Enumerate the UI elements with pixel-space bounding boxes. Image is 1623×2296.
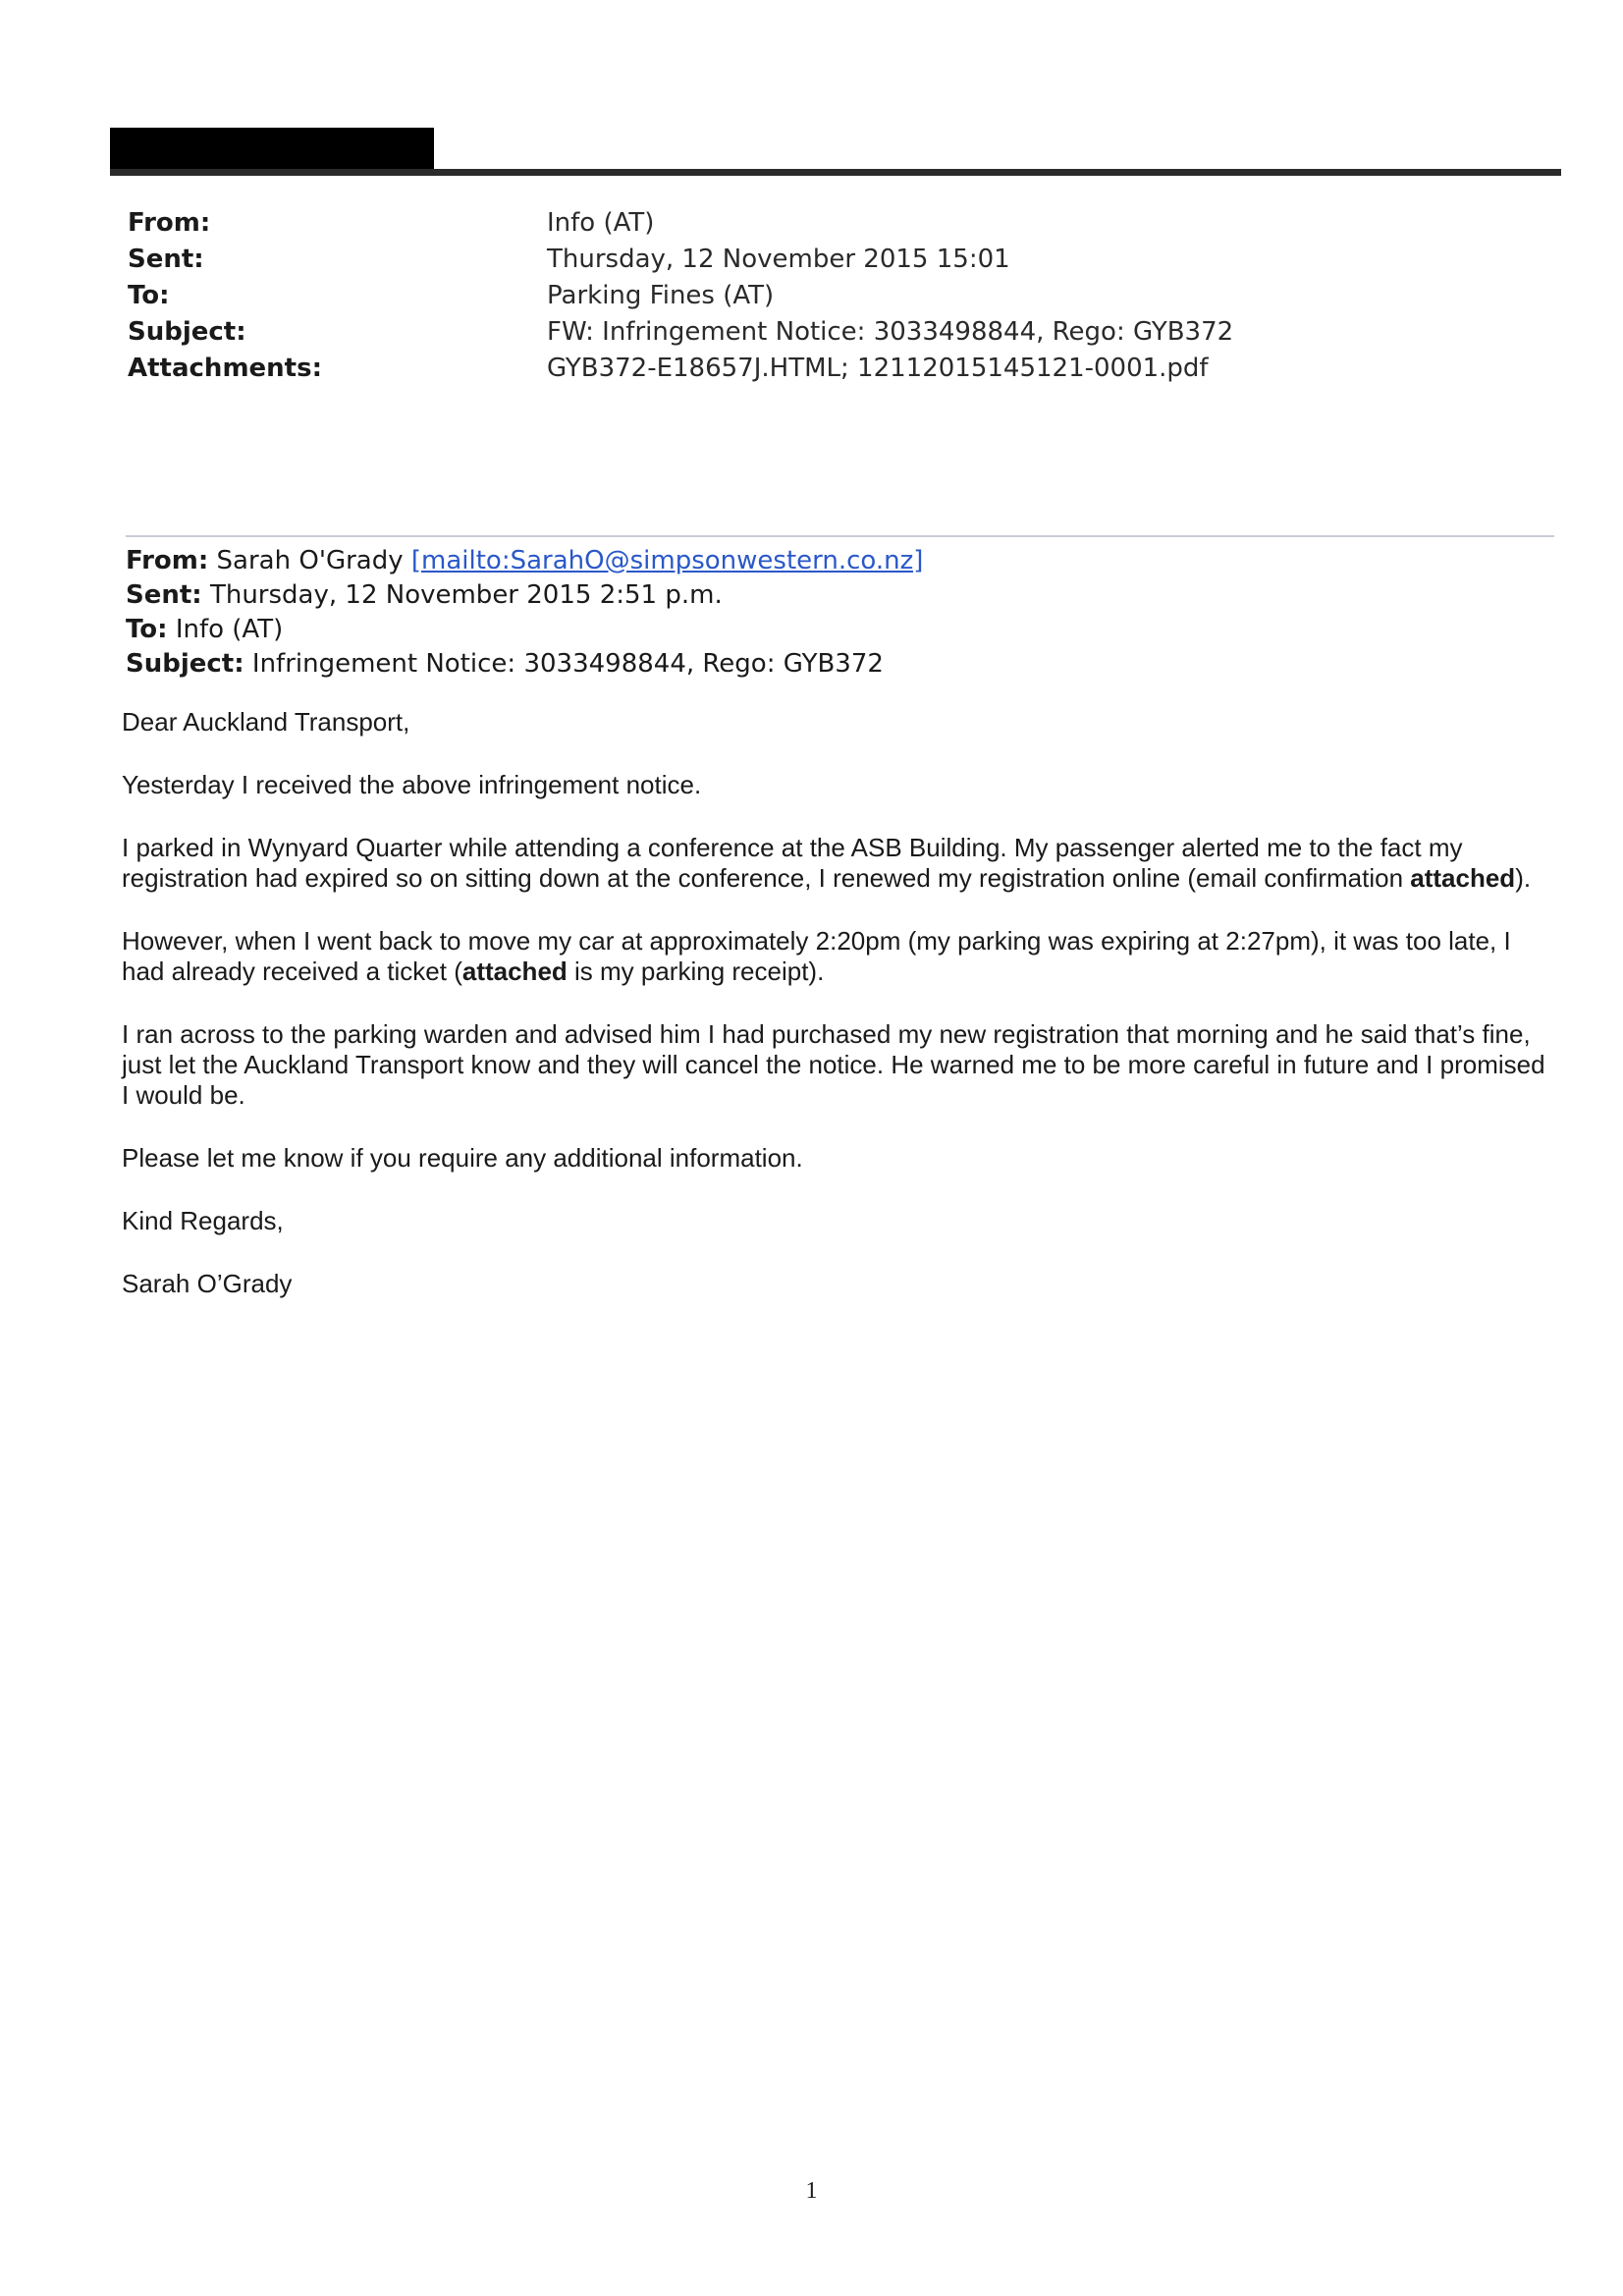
- body-paragraph-3: [122, 926, 1555, 987]
- closing: Kind Regards,: [122, 1206, 284, 1235]
- fwd-from-row: [126, 544, 923, 578]
- p3-text-b: is my parking receipt).: [567, 957, 825, 986]
- fwd-to-row: [126, 613, 923, 647]
- fwd-to-label: To:: [126, 615, 168, 644]
- forward-divider: [126, 535, 1554, 537]
- outer-from-label: From:: [128, 207, 211, 238]
- fwd-sent-value: Thursday, 12 November 2015 2:51 p.m.: [209, 580, 723, 610]
- forwarded-email-header: [126, 544, 923, 682]
- outer-email-header: [128, 204, 1233, 386]
- fwd-from-mailto-link[interactable]: [mailto:SarahO@simpsonwestern.co.nz]: [410, 546, 924, 575]
- body-paragraph-1: Yesterday I received the above infringement notice.: [122, 770, 702, 799]
- fwd-sent-label: Sent:: [126, 580, 202, 610]
- signature: Sarah O’Grady: [122, 1269, 293, 1298]
- outer-subject-row: [128, 313, 1233, 350]
- p2-text-a: I parked in Wynyard Quarter while attending a conference at the ASB Building. My passenger alerted me to the fact my registration had expired so on sitting down at the conference, I renewed my registration online (email confirmation: [122, 833, 1463, 893]
- redaction-block: [110, 128, 434, 169]
- header-divider: [110, 169, 1561, 176]
- greeting: Dear Auckland Transport,: [122, 707, 410, 737]
- outer-from-value: Info (AT): [547, 207, 655, 238]
- outer-to-row: [128, 277, 1233, 313]
- body-paragraph-2: [122, 833, 1555, 894]
- email-body: [122, 707, 1555, 1332]
- outer-sent-row: [128, 241, 1233, 277]
- outer-sent-label: Sent:: [128, 244, 204, 274]
- outer-to-value: Parking Fines (AT): [547, 280, 775, 310]
- outer-from-row: [128, 204, 1233, 241]
- outer-subject-value: FW: Infringement Notice: 3033498844, Rego: GYB372: [547, 316, 1234, 347]
- fwd-subject-value: Infringement Notice: 3033498844, Rego: GYB372: [251, 649, 884, 679]
- p2-text-b: ).: [1515, 863, 1532, 893]
- fwd-to-value: Info (AT): [175, 615, 284, 644]
- p3-text-a: However, when I went back to move my car at approximately 2:20pm (my parking was expiring at 2:27pm), it was too late, I had already received a ticket (: [122, 926, 1511, 986]
- p3-bold: attached: [461, 957, 568, 986]
- outer-attachments-value: GYB372-E18657J.HTML; 12112015145121-0001.pdf: [547, 353, 1209, 383]
- outer-to-label: To:: [128, 280, 170, 310]
- fwd-subject-label: Subject:: [126, 649, 244, 679]
- p2-bold: attached: [1410, 863, 1516, 893]
- body-paragraph-5: Please let me know if you require any additional information.: [122, 1143, 803, 1173]
- outer-sent-value: Thursday, 12 November 2015 15:01: [547, 244, 1010, 274]
- body-paragraph-4: I ran across to the parking warden and advised him I had purchased my new registration that morning and he said that’s fine, just let the Auckland Transport know and they will cancel the notice. He warned me to be more careful in future and I promised I would be.: [122, 1019, 1545, 1110]
- outer-attachments-row: [128, 350, 1233, 386]
- outer-attachments-label: Attachments:: [128, 353, 322, 383]
- page-number: 1: [805, 2178, 818, 2204]
- fwd-from-label: From:: [126, 546, 209, 575]
- fwd-from-name: Sarah O'Grady: [216, 546, 404, 575]
- fwd-subject-row: [126, 647, 923, 682]
- fwd-sent-row: [126, 578, 923, 613]
- outer-subject-label: Subject:: [128, 316, 246, 347]
